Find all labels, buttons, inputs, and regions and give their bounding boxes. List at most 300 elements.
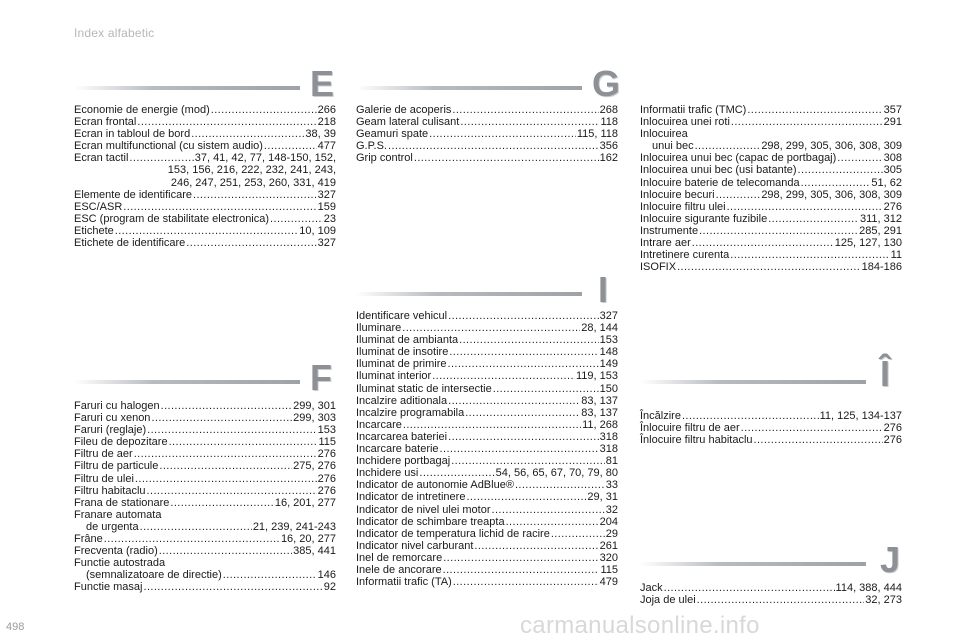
dot-leader xyxy=(741,422,883,434)
entry-label: Inchidere usi xyxy=(356,467,419,480)
index-entry xyxy=(74,569,336,581)
section-heading-j xyxy=(640,539,902,580)
entry-pages: 266 xyxy=(317,104,336,116)
entry-label: Grip control xyxy=(356,152,413,165)
entry-label: de urgenta xyxy=(86,520,139,533)
dot-leader xyxy=(447,358,598,370)
entry-pages: 11, 125, 134-137 xyxy=(819,410,902,422)
entry-label: ISOFIX xyxy=(640,261,677,274)
entry-label: Galerie de acoperis xyxy=(356,104,452,116)
index-entry xyxy=(356,504,618,516)
entry-label: Indicator de intretinere xyxy=(356,491,466,504)
dot-leader xyxy=(443,564,600,576)
index-entry xyxy=(640,434,902,446)
dot-leader xyxy=(448,310,599,322)
entry-pages: 29, 31 xyxy=(587,491,618,504)
dot-leader xyxy=(451,455,605,467)
index-entry xyxy=(74,533,336,545)
index-entry xyxy=(640,164,902,176)
index-entry xyxy=(640,104,902,116)
index-entry xyxy=(356,346,618,358)
index-entry xyxy=(74,497,336,509)
dot-leader xyxy=(403,419,581,431)
index-entry xyxy=(640,128,902,140)
dot-leader xyxy=(465,407,580,419)
entry-pages: 308 xyxy=(883,152,902,165)
entry-pages: 10, 109 xyxy=(299,224,336,237)
dot-leader xyxy=(137,116,316,128)
index-entry xyxy=(356,407,618,419)
entry-pages: 218 xyxy=(317,116,336,129)
index-entry xyxy=(74,201,336,213)
index-entry xyxy=(74,485,336,497)
entry-label: Informatii trafic (TA) xyxy=(356,576,452,589)
dot-leader xyxy=(449,346,598,358)
entry-pages: 83, 137 xyxy=(581,406,618,419)
index-entry xyxy=(356,431,618,443)
index-entry xyxy=(74,116,336,128)
entry-label: Iluminat de insotire xyxy=(356,346,449,359)
index-list-g xyxy=(356,104,618,164)
entry-label: Elemente de identificare xyxy=(74,188,193,201)
index-entry xyxy=(640,152,902,164)
entry-label: Incalzire aditionala xyxy=(356,394,448,407)
entry-label: Frana de stationare xyxy=(74,496,170,509)
dot-leader xyxy=(211,104,317,116)
entry-pages: 327 xyxy=(599,310,618,322)
entry-label: Iluminare xyxy=(356,322,402,335)
entry-pages: 83, 137 xyxy=(581,394,618,407)
entry-pages: 285, 291 xyxy=(859,224,902,237)
entry-pages: 356 xyxy=(599,140,618,153)
index-entry xyxy=(356,128,618,140)
dot-leader xyxy=(506,516,599,528)
dot-leader xyxy=(170,497,273,509)
entry-pages: 32 xyxy=(605,503,618,516)
entry-pages: 275, 276 xyxy=(293,460,336,473)
entry-pages: 119, 153 xyxy=(575,370,618,383)
index-list-i xyxy=(356,310,618,588)
index-entry xyxy=(356,564,618,576)
entry-label: G.P.S. xyxy=(356,140,387,153)
entry-label: Faruri (reglaje) xyxy=(74,424,147,437)
entry-label: Faruri cu halogen xyxy=(74,400,160,412)
index-entry xyxy=(356,140,618,152)
index-entry xyxy=(640,213,902,225)
dot-leader xyxy=(716,189,761,201)
entry-pages: 162 xyxy=(599,152,618,165)
dot-leader xyxy=(186,237,316,249)
dot-leader xyxy=(419,467,494,479)
entry-label: Ecran in tabloul de bord xyxy=(74,128,191,141)
entry-label: Încălzire xyxy=(640,410,681,422)
index-entry xyxy=(74,448,336,460)
entry-label: Geam lateral culisant xyxy=(356,116,460,129)
index-entry xyxy=(640,237,902,249)
dot-leader xyxy=(159,545,292,557)
dot-leader xyxy=(730,249,889,261)
index-entry xyxy=(640,410,902,422)
dot-leader xyxy=(682,410,819,422)
entry-pages: 184-186 xyxy=(861,261,902,274)
entry-label: Inlocuire becuri xyxy=(640,188,715,201)
index-entry xyxy=(356,419,618,431)
entry-label: Indicator nivel carburant xyxy=(356,539,474,552)
entry-pages: 114, 388, 444 xyxy=(835,582,902,594)
index-entry xyxy=(640,116,902,128)
entry-label: Intrare aer xyxy=(640,237,691,250)
entry-label: Faruri cu xenon xyxy=(74,412,151,425)
dot-leader xyxy=(692,237,834,249)
dot-leader xyxy=(159,460,292,472)
entry-label: Inlocuirea unui bec (capac de portbagaj) xyxy=(640,152,837,165)
dot-leader xyxy=(466,491,586,503)
section-letter: G xyxy=(592,63,621,104)
entry-pages: 327 xyxy=(317,188,336,201)
dot-leader xyxy=(837,152,882,164)
dot-leader xyxy=(223,569,317,581)
entry-pages: 261 xyxy=(599,539,618,552)
index-list-i-continued xyxy=(640,104,902,273)
entry-label: Instrumente xyxy=(640,224,699,237)
dot-leader xyxy=(115,225,299,237)
dot-leader xyxy=(727,201,883,213)
section-heading-g xyxy=(356,63,621,104)
entry-pages: 29 xyxy=(605,527,618,540)
entry-label: Indicator de temperatura lichid de racire xyxy=(356,527,550,540)
entry-label: Frâne xyxy=(74,533,103,546)
entry-label: Geamuri spate xyxy=(356,128,429,141)
dot-leader xyxy=(143,581,322,593)
entry-label: Înlocuire filtru de aer xyxy=(640,422,740,435)
dot-leader xyxy=(432,370,575,382)
entry-pages: 299, 301 xyxy=(293,400,336,412)
entry-label: Functie autostrada xyxy=(74,557,166,570)
dot-leader xyxy=(515,479,605,491)
dot-leader xyxy=(134,448,317,460)
section-heading-i-circumflex xyxy=(640,353,902,398)
watermark: carmanualsonline.info xyxy=(520,612,760,639)
dot-leader xyxy=(129,152,193,164)
entry-pages: 298, 299, 305, 306, 308, 309 xyxy=(761,188,902,201)
index-entry xyxy=(640,225,902,237)
dot-leader xyxy=(747,104,882,116)
index-entry xyxy=(74,557,336,569)
entry-label: Iluminat de primire xyxy=(356,358,447,371)
entry-pages: 148 xyxy=(599,346,618,359)
entry-pages: 115 xyxy=(600,563,618,576)
dot-leader xyxy=(754,434,883,446)
index-entry xyxy=(356,152,618,164)
index-entry xyxy=(640,582,902,594)
dot-leader xyxy=(429,128,576,140)
entry-label: Filtru de particule xyxy=(74,460,159,473)
index-entry xyxy=(74,412,336,424)
entry-pages: 21, 239, 241-243 xyxy=(252,520,336,533)
entry-label: Inele de ancorare xyxy=(356,563,442,576)
entry-label: Incarcare xyxy=(356,418,402,431)
entry-pages: 320 xyxy=(599,551,618,564)
entry-pages: 11 xyxy=(890,249,902,262)
index-list-j xyxy=(640,582,902,606)
entry-label: Indicator de schimbare treapta xyxy=(356,515,505,528)
entry-pages-continued: 153, 156, 216, 222, 232, 241, 243, xyxy=(167,164,336,177)
index-entry xyxy=(356,455,618,467)
entry-label: Inlocuire sigurante fuzibile xyxy=(640,212,768,225)
dot-leader xyxy=(664,582,835,594)
index-entry xyxy=(356,576,618,588)
dot-leader xyxy=(452,104,598,116)
entry-label: Ecran multifunctional (cu sistem audio) xyxy=(74,140,263,153)
index-entry xyxy=(640,177,902,189)
entry-label: Franare automata xyxy=(74,508,162,521)
entry-pages: 385, 441 xyxy=(293,545,336,558)
section-heading-e xyxy=(74,63,336,104)
entry-label: Filtru de aer xyxy=(74,448,133,461)
entry-label: unui bec xyxy=(652,140,694,153)
dot-leader xyxy=(551,528,605,540)
entry-label: Iluminat static de intersectie xyxy=(356,382,492,395)
dot-leader xyxy=(193,189,317,201)
entry-label: Etichete de identificare xyxy=(74,237,186,250)
index-entry xyxy=(356,540,618,552)
entry-pages: 92 xyxy=(323,581,336,594)
entry-pages: 16, 201, 277 xyxy=(274,496,336,509)
entry-label: Iluminat de ambianta xyxy=(356,334,459,347)
dot-leader xyxy=(135,473,317,485)
index-entry xyxy=(74,104,336,116)
entry-pages-continued: 246, 247, 251, 253, 260, 331, 419 xyxy=(170,176,336,189)
index-list-e xyxy=(74,104,336,249)
index-entry xyxy=(640,249,902,261)
entry-pages: 115, 118 xyxy=(576,128,618,141)
index-entry xyxy=(74,189,336,201)
dot-leader xyxy=(798,164,883,176)
dot-leader xyxy=(140,521,252,533)
entry-pages: 479 xyxy=(599,576,618,589)
section-heading-i xyxy=(356,269,618,310)
index-entry xyxy=(356,334,618,346)
entry-label: Inlocuire baterie de telecomanda xyxy=(640,176,800,189)
entry-label: Jack xyxy=(640,582,663,594)
index-entry xyxy=(640,189,902,201)
entry-pages: 37, 41, 42, 77, 148-150, 152, xyxy=(194,152,336,165)
entry-pages: 146 xyxy=(317,569,336,582)
entry-pages: 276 xyxy=(317,448,336,461)
page-number: 498 xyxy=(6,621,25,633)
entry-label: Economie de energie (mod) xyxy=(74,104,210,116)
index-entry xyxy=(74,225,336,237)
section-letter: F xyxy=(310,357,332,398)
index-entry xyxy=(356,443,618,455)
index-entry xyxy=(74,521,336,533)
index-entry xyxy=(356,370,618,382)
index-entry xyxy=(356,467,618,479)
dot-leader xyxy=(448,431,599,443)
index-entry xyxy=(74,140,336,152)
entry-label: Ecran frontal xyxy=(74,116,137,129)
entry-label: Incalzire programabila xyxy=(356,406,465,419)
entry-pages: 150 xyxy=(599,382,618,395)
entry-label: Joja de ulei xyxy=(640,594,696,607)
dot-leader xyxy=(677,261,861,273)
index-entry xyxy=(74,473,336,485)
entry-pages: 276 xyxy=(883,422,902,435)
section-heading-f xyxy=(74,357,336,398)
entry-label: Inel de remorcare xyxy=(356,551,443,564)
entry-pages: 311, 312 xyxy=(859,212,902,225)
index-entry xyxy=(74,237,336,249)
entry-label: Etichete xyxy=(74,224,114,237)
dot-leader xyxy=(695,140,761,152)
entry-label: Ecran tactil xyxy=(74,152,129,165)
index-entry xyxy=(640,261,902,273)
entry-pages: 153 xyxy=(317,424,336,437)
index-entry xyxy=(356,479,618,491)
entry-pages: 357 xyxy=(883,104,902,116)
dot-leader xyxy=(191,128,304,140)
entry-label: Identificare vehicul xyxy=(356,310,448,322)
index-entry xyxy=(356,358,618,370)
entry-label: Înlocuire filtru habitaclu xyxy=(640,434,753,447)
entry-pages: 276 xyxy=(883,434,902,447)
index-entry xyxy=(356,552,618,564)
dot-leader xyxy=(448,395,580,407)
entry-label: Inlocuirea unei roti xyxy=(640,116,730,129)
entry-pages: 115 xyxy=(318,436,336,449)
entry-label: ESC (program de stabilitate electronica) xyxy=(74,212,270,225)
index-entry xyxy=(74,509,336,521)
index-entry xyxy=(74,400,336,412)
dot-leader xyxy=(768,213,859,225)
entry-pages: 33 xyxy=(605,479,618,492)
index-entry xyxy=(640,422,902,434)
entry-label: (semnalizatoare de directie) xyxy=(86,569,222,582)
entry-pages: 299, 303 xyxy=(293,412,336,425)
entry-label: Fileu de depozitare xyxy=(74,436,168,449)
entry-label: Functie masaj xyxy=(74,581,143,594)
entry-pages: 149 xyxy=(599,358,618,371)
entry-pages: 268 xyxy=(599,104,618,116)
index-entry xyxy=(74,545,336,557)
dot-leader xyxy=(493,383,599,395)
index-entry xyxy=(74,152,336,164)
entry-pages: 298, 299, 305, 306, 308, 309 xyxy=(761,140,902,153)
entry-label: Incarcarea bateriei xyxy=(356,430,448,443)
index-entry xyxy=(356,516,618,528)
entry-pages: 118 xyxy=(600,116,618,129)
entry-pages: 318 xyxy=(599,430,618,443)
index-entry xyxy=(640,140,902,152)
entry-label: Indicator de autonomie AdBlue® xyxy=(356,479,514,492)
index-entry xyxy=(356,528,618,540)
index-entry xyxy=(640,594,902,606)
entry-label: Inlocuirea unui bec (usi batante) xyxy=(640,164,797,177)
dot-leader xyxy=(699,225,858,237)
dot-leader xyxy=(147,424,317,436)
dot-leader xyxy=(151,412,292,424)
dot-leader xyxy=(492,504,605,516)
entry-label: Filtru de ulei xyxy=(74,472,134,485)
dot-leader xyxy=(460,116,599,128)
dot-leader xyxy=(104,533,280,545)
index-entry xyxy=(356,395,618,407)
index-entry xyxy=(74,424,336,436)
dot-leader xyxy=(123,201,316,213)
index-entry xyxy=(356,116,618,128)
index-entry xyxy=(356,310,618,322)
dot-leader xyxy=(459,334,599,346)
entry-label: Frecventa (radio) xyxy=(74,545,158,558)
dot-leader xyxy=(474,540,598,552)
entry-pages: 28, 144 xyxy=(581,322,618,335)
entry-pages: 276 xyxy=(317,484,336,497)
index-entry xyxy=(356,491,618,503)
entry-pages: 276 xyxy=(883,200,902,213)
entry-pages: 32, 273 xyxy=(865,594,902,607)
entry-pages: 153 xyxy=(599,334,618,347)
dot-leader xyxy=(697,594,865,606)
dot-leader xyxy=(402,322,580,334)
index-entry xyxy=(74,213,336,225)
dot-leader xyxy=(443,552,598,564)
index-entry xyxy=(356,383,618,395)
section-letter: J xyxy=(880,539,901,580)
entry-pages: 327 xyxy=(317,237,336,250)
index-list-f xyxy=(74,400,336,594)
dot-leader xyxy=(414,152,599,164)
dot-leader xyxy=(264,140,317,152)
entry-pages: 159 xyxy=(317,200,336,213)
entry-pages: 38, 39 xyxy=(305,128,336,141)
entry-pages: 477 xyxy=(317,140,336,153)
index-entry xyxy=(356,104,618,116)
entry-pages: 23 xyxy=(323,212,336,225)
entry-pages: 204 xyxy=(599,515,618,528)
dot-leader xyxy=(270,213,323,225)
entry-pages: 318 xyxy=(599,443,618,456)
entry-pages: 125, 127, 130 xyxy=(834,237,902,250)
entry-label: Inlocuire filtru ulei xyxy=(640,200,726,213)
entry-pages: 11, 268 xyxy=(582,418,618,431)
entry-label: ESC/ASR xyxy=(74,200,123,213)
entry-pages: 305 xyxy=(883,164,902,177)
entry-label: Filtru habitaclu xyxy=(74,484,146,497)
index-entry xyxy=(74,128,336,140)
entry-label: Inchidere portbagaj xyxy=(356,455,451,468)
entry-pages: 51, 62 xyxy=(871,176,902,189)
dot-leader xyxy=(388,140,599,152)
entry-pages: 276 xyxy=(317,472,336,485)
entry-label: Informatii trafic (TMC) xyxy=(640,104,747,116)
index-list-i-circumflex xyxy=(640,410,902,446)
dot-leader xyxy=(147,485,317,497)
entry-pages: 81 xyxy=(605,455,618,468)
page-header: Index alfabetic xyxy=(74,26,155,40)
entry-label: Intretinere curenta xyxy=(640,249,730,262)
index-entry xyxy=(74,460,336,472)
entry-label: Incarcare baterie xyxy=(356,443,439,456)
dot-leader xyxy=(161,400,293,412)
index-entry xyxy=(356,322,618,334)
dot-leader xyxy=(731,116,883,128)
section-letter: Î xyxy=(880,353,891,394)
dot-leader xyxy=(801,177,871,189)
dot-leader xyxy=(453,576,599,588)
entry-label: Indicator de nivel ulei motor xyxy=(356,503,491,516)
section-letter: I xyxy=(598,269,609,310)
entry-pages: 291 xyxy=(883,116,902,129)
